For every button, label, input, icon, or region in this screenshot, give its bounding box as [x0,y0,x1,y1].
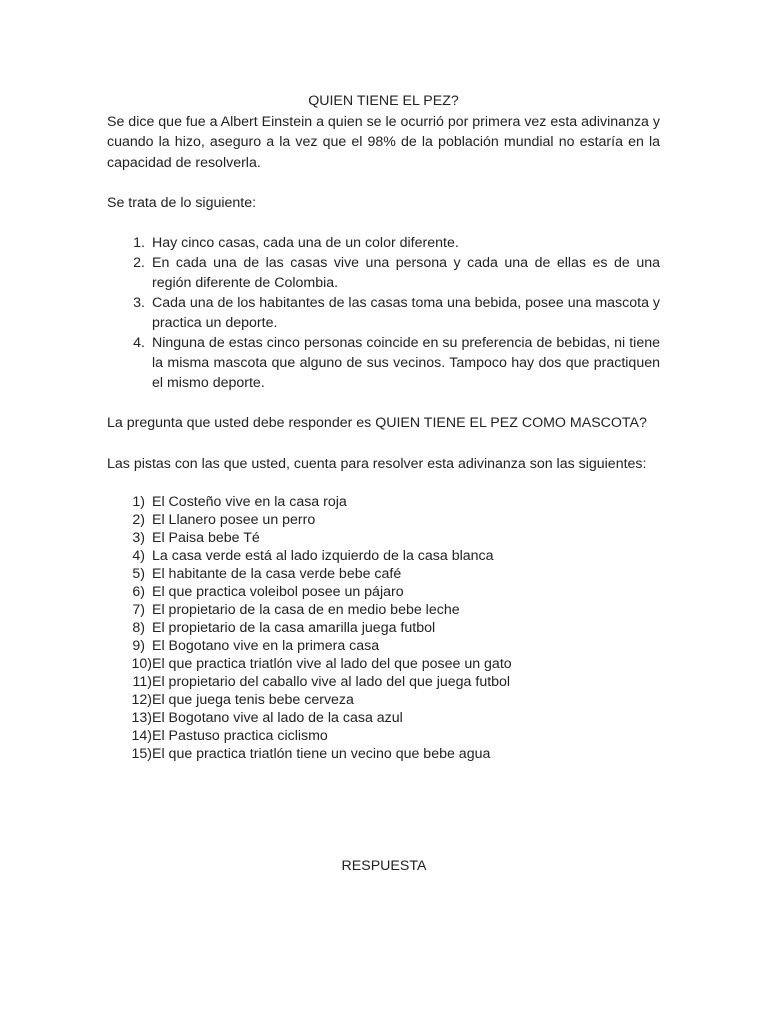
list-item [107,293,660,333]
list-item-number: 1) [132,494,145,511]
list-item [107,233,660,253]
list-item [107,709,660,727]
list-item [107,727,660,745]
list-item-text: El Costeño vive en la casa roja [152,494,347,511]
list-item [107,691,660,709]
list-item [107,601,660,619]
list-item-number: 9) [132,638,145,655]
list-item-number: 8) [132,620,145,637]
clues-heading: Las pistas con las que usted, cuenta para resolver esta adivinanza son las siguientes: [107,455,647,472]
document-body [107,91,660,763]
list-item [107,511,660,529]
list-item-text: El que practica voleibol posee un pájaro [152,584,404,601]
list-item-text: El que juega tenis bebe cerveza [152,692,354,709]
list-item [107,547,660,565]
list-item [107,529,660,547]
list-item-number: 2. [133,254,145,271]
list-item [107,619,660,637]
list-item-number: 12) [131,692,152,709]
list-item-number: 15) [131,746,152,763]
list-item [107,637,660,655]
answer-heading: RESPUESTA [341,858,427,874]
list-item [107,493,660,511]
list-item-text: El propietario del caballo vive al lado del que juega futbol [152,674,511,691]
list-item-number: 3. [133,294,145,311]
list-item-number: 13) [131,710,152,727]
list-item-text: El que practica triatlón tiene un vecino que bebe agua [152,746,491,763]
list-item-number: 3) [132,530,145,547]
list-item-text: Cada una de los habitantes de las casas toma una bebida, posee una mascota y practica un deporte. [152,294,660,331]
list-item-number: 4) [132,548,145,565]
list-item-number: 6) [132,584,145,601]
list-item-text: Ninguna de estas cinco personas coincide en su preferencia de bebidas, ni tiene la misma mascota que alguno de sus vecinos. Tampoco hay dos que practiquen el mismo deporte. [152,334,660,391]
list-item-number: 10) [131,656,152,673]
list-item-number: 14) [131,728,152,745]
clues-list [107,493,660,763]
list-item [107,583,660,601]
list-item-text: El Llanero posee un perro [152,512,316,529]
list-item-text: En cada una de las casas vive una persona y cada una de ellas es de una región diferente de Colombia. [152,254,660,291]
list-item [107,565,660,583]
list-item-number: 4. [133,334,145,351]
list-item-text: Hay cinco casas, cada una de un color diferente. [152,234,459,251]
list-item-number: 5) [132,566,145,583]
question-paragraph: La pregunta que usted debe responder es QUIEN TIENE EL PEZ COMO MASCOTA? [107,414,647,431]
list-item [107,253,660,293]
list-item-number: 1. [133,234,145,251]
list-item-text: El propietario de la casa amarilla juega futbol [152,620,436,637]
list-item-text: El Bogotano vive en la primera casa [152,638,380,655]
premises-list [107,233,660,393]
list-item [107,745,660,763]
list-item-text: La casa verde está al lado izquierdo de la casa blanca [152,548,494,565]
list-item [107,673,660,691]
setup-heading: Se trata de lo siguiente: [107,195,257,212]
list-item-number: 11) [132,674,152,691]
list-item-text: El Pastuso practica ciclismo [152,728,328,745]
intro-paragraph: Se dice que fue a Albert Einstein a quien se le ocurrió por primera vez esta adivinanza y cuando la hizo, aseguro a la vez que el 98% de la población mundial no estaría en la capacidad de resolverla. [107,113,660,171]
list-item-text: El Paisa bebe Té [152,530,260,547]
document-title: QUIEN TIENE EL PEZ? [308,93,459,109]
list-item [107,655,660,673]
list-item [107,333,660,393]
list-item-text: El propietario de la casa de en medio bebe leche [152,602,460,619]
list-item-text: El que practica triatlón vive al lado del que posee un gato [152,656,512,673]
list-item-text: El Bogotano vive al lado de la casa azul [152,710,403,727]
list-item-number: 7) [132,602,145,619]
list-item-number: 2) [132,512,145,529]
list-item-text: El habitante de la casa verde bebe café [152,566,402,583]
